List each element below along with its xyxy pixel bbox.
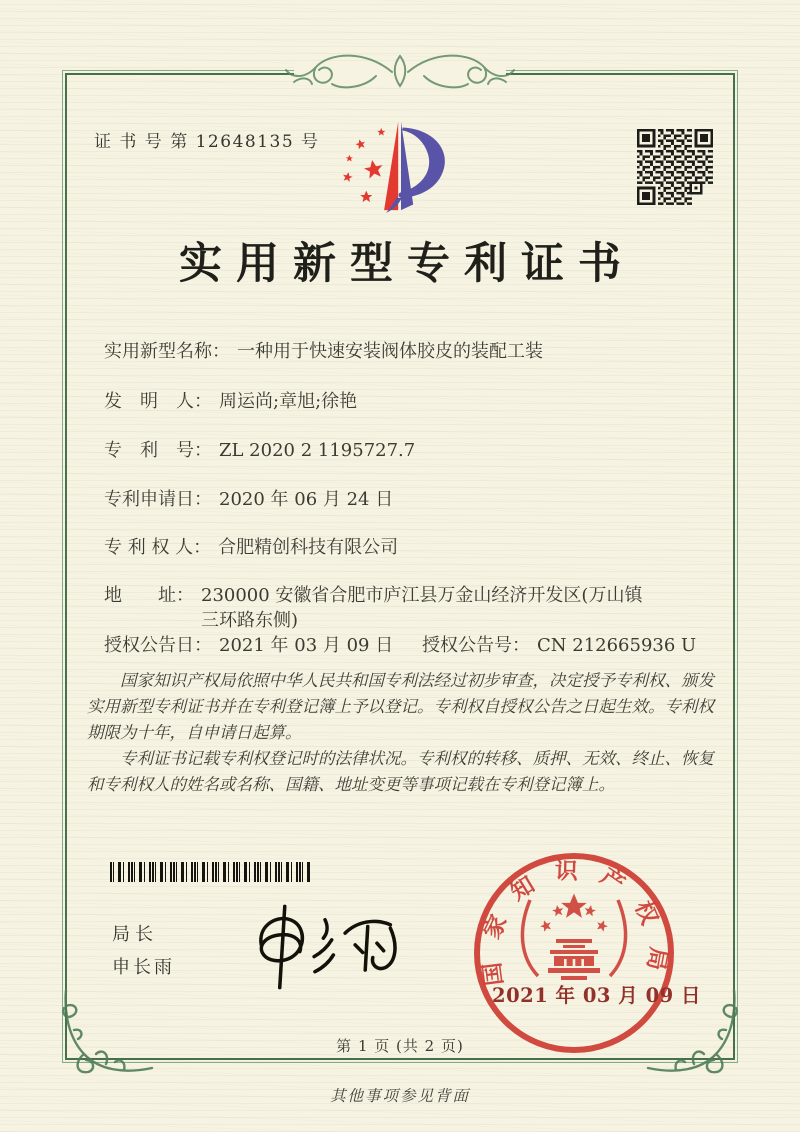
field-label: 地 址： bbox=[104, 585, 194, 606]
field-label: 专利申请日： bbox=[104, 489, 212, 510]
field-value: 一种用于快速安装阀体胶皮的装配工装 bbox=[237, 341, 543, 362]
commissioner-title: 局长 bbox=[112, 924, 158, 945]
field-value: 2020 年 06 月 24 日 bbox=[219, 489, 394, 510]
field-value: 2021 年 03 月 09 日 bbox=[219, 635, 394, 656]
cnipa-official-seal bbox=[466, 845, 682, 1061]
field-label: 授权公告号： bbox=[422, 635, 530, 656]
page-number: 第 1 页 (共 2 页) bbox=[336, 1037, 464, 1055]
field-label: 专 利 权 人： bbox=[104, 537, 212, 558]
field-row-inventors bbox=[104, 389, 357, 414]
field-row-patentee bbox=[104, 535, 398, 560]
field-label: 授权公告日： bbox=[104, 635, 212, 656]
legal-paragraph: 专利证书记载专利权登记时的法律状况。专利权的转移、质押、无效、终止、恢复和专利权人的姓名或名称、国籍、地址变更等事项记载在专利登记簿上。 bbox=[87, 749, 714, 794]
field-value: 230000 安徽省合肥市庐江县万金山经济开发区(万山镇三环路东侧) bbox=[201, 585, 643, 631]
field-value: 周运尚;章旭;徐艳 bbox=[219, 391, 358, 412]
field-value: CN 212665936 U bbox=[537, 635, 697, 656]
floral-ornament-bottom-left-icon bbox=[54, 984, 154, 1079]
field-grant-number bbox=[422, 633, 696, 658]
field-row-patent-number bbox=[104, 438, 415, 463]
handwritten-signature bbox=[230, 903, 420, 991]
barcode bbox=[110, 862, 312, 882]
certificate-number: 证 书 号 第 12648135 号 bbox=[94, 132, 320, 152]
field-row-grant bbox=[104, 633, 697, 658]
legal-paragraph: 国家知识产权局依照中华人民共和国专利法经过初步审查，决定授予专利权、颁发实用新型专利证书并在专利登记簿上予以登记。专利权自授权公告之日起生效。专利权期限为十年，自申请日起算。 bbox=[87, 671, 714, 742]
back-side-note: 其他事项参见背面 bbox=[329, 1087, 470, 1105]
field-value: 合肥精创科技有限公司 bbox=[218, 537, 399, 558]
national-emblem-icon bbox=[522, 894, 625, 981]
field-row-address bbox=[104, 583, 653, 633]
commissioner-name: 申长雨 bbox=[112, 957, 175, 978]
legal-text bbox=[87, 668, 717, 798]
certificate-title: 实用新型专利证书 bbox=[179, 239, 635, 289]
field-row-filing-date bbox=[104, 487, 393, 512]
seal-text: 国家知识产权局 bbox=[476, 857, 673, 993]
seal-date: 2021 年 03 月 09 日 bbox=[492, 984, 701, 1007]
field-row-name bbox=[104, 339, 543, 364]
field-value: ZL 2020 2 1195727.7 bbox=[219, 440, 416, 461]
cnipa-logo-icon bbox=[340, 116, 462, 216]
qr-code bbox=[637, 129, 713, 205]
floral-ornament-top-icon bbox=[280, 42, 520, 100]
field-label: 发 明 人： bbox=[104, 391, 212, 412]
field-label: 实用新型名称： bbox=[104, 341, 230, 362]
field-label: 专 利 号： bbox=[104, 440, 212, 461]
